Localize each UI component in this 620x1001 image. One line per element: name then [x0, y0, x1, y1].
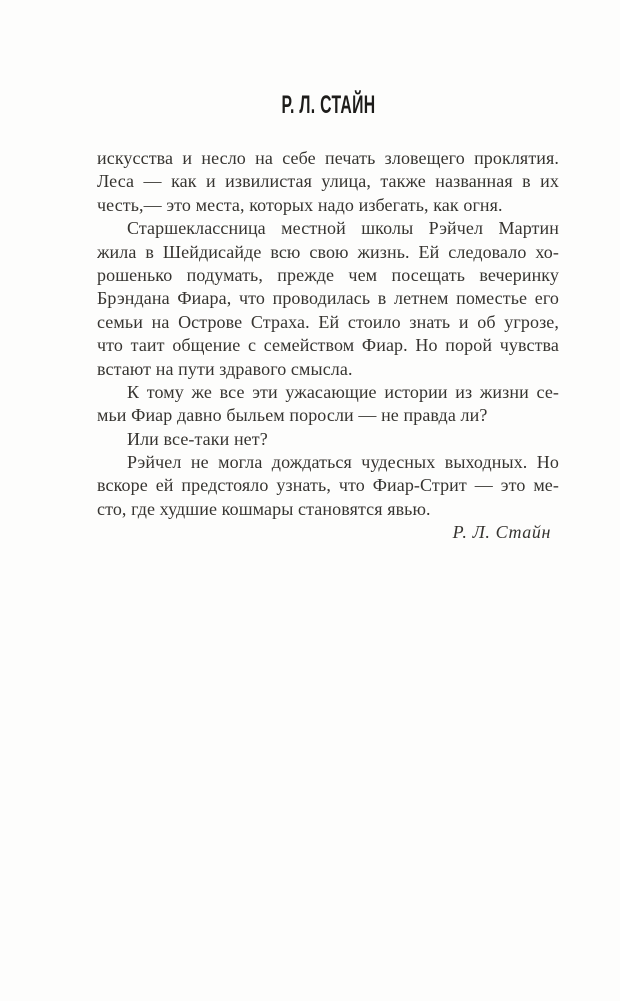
text-line: Или все-таки нет? — [127, 428, 268, 449]
text-line: что таит общение с семейством Фиар. Но порой чувства — [97, 335, 559, 356]
paragraph — [97, 217, 559, 381]
text-line: Леса — как и извилистая улица, также названная в их — [97, 171, 559, 192]
paragraph — [97, 428, 559, 451]
text-line: честь,— это места, которых надо избегать, как огня. — [97, 194, 503, 215]
text-line: рошенько подумать, прежде чем посещать вечеринку — [97, 264, 559, 285]
running-header-text: Р. Л. СТАЙН — [281, 91, 375, 119]
text-line: вскоре ей предстояло узнать, что Фиар-Стрит — это ме- — [97, 475, 559, 496]
paragraph — [97, 147, 559, 217]
text-line: жила в Шейдисайде всю свою жизнь. Ей следовало хо- — [97, 241, 559, 262]
running-header — [97, 93, 559, 118]
body-text — [97, 147, 559, 545]
text-line: Брэндана Фиара, что проводилась в летнем поместье его — [97, 288, 559, 309]
text-line: встают на пути здравого смысла. — [97, 358, 353, 379]
author-signature: Р. Л. Стайн — [452, 522, 551, 543]
text-line: мьи Фиар давно быльем поросли — не правда ли? — [97, 405, 488, 426]
text-line: К тому же все эти ужасающие истории из жизни се- — [127, 381, 559, 402]
text-line: искусства и несло на себе печать зловещего проклятия. — [97, 148, 559, 168]
text-line: Старшеклассница местной школы Рэйчел Мартин — [127, 218, 559, 239]
paragraph — [97, 381, 559, 428]
text-line: Рэйчел не могла дождаться чудесных выходных. Но — [127, 452, 559, 473]
text-line: сто, где худшие кошмары становятся явью. — [97, 498, 431, 519]
text-line: семьи на Острове Страха. Ей стоило знать и об угрозе, — [97, 311, 559, 332]
paragraph — [97, 451, 559, 521]
